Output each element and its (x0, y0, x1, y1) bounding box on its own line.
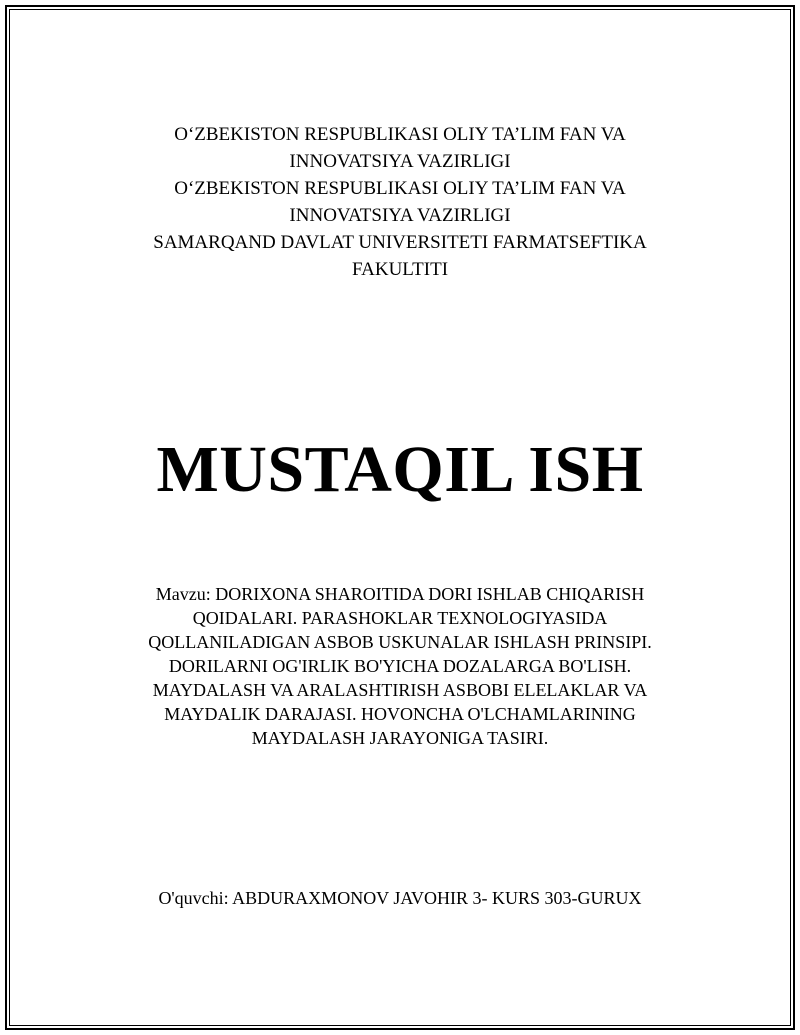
topic-line: Mavzu: DORIXONA SHAROITIDA DORI ISHLAB CHIQARISH (155, 584, 645, 604)
topic-line: DORILARNI OG'IRLIK BO'YICHA DOZALARGA BO'LISH. (168, 656, 632, 676)
topic-line: QOLLANILADIGAN ASBOB USKUNALAR ISHLASH PRINSIPI. (148, 632, 652, 652)
document-title: MUSTAQIL ISH (156, 433, 644, 506)
topic-line: MAYDALASH VA ARALASHTIRISH ASBOBI ELELAKLAR VA (152, 680, 648, 700)
header-line: FAKULTITI (351, 259, 449, 280)
header-line: SAMARQAND DAVLAT UNIVERSITETI FARMATSEFTIKA (153, 232, 647, 253)
institution-header (60, 121, 740, 283)
header-line: INNOVATSIYA VAZIRLIGI (289, 151, 511, 172)
student-info: O'quvchi: ABDURAXMONOV JAVOHIR 3- KURS 303-GURUX (158, 888, 642, 908)
header-line: INNOVATSIYA VAZIRLIGI (289, 205, 511, 226)
topic-paragraph (120, 582, 680, 750)
header-line: O‘ZBEKISTON RESPUBLIKASI OLIY TA’LIM FAN VA (174, 178, 626, 199)
header-line: O‘ZBEKISTON RESPUBLIKASI OLIY TA’LIM FAN VA (174, 124, 626, 145)
topic-line: QOIDALARI. PARASHOKLAR TEXNOLOGIYASIDA (192, 608, 608, 628)
topic-line: MAYDALIK DARAJASI. HOVONCHA O'LCHAMLARINING (164, 704, 636, 724)
topic-line: MAYDALASH JARAYONIGA TASIRI. (251, 728, 549, 748)
